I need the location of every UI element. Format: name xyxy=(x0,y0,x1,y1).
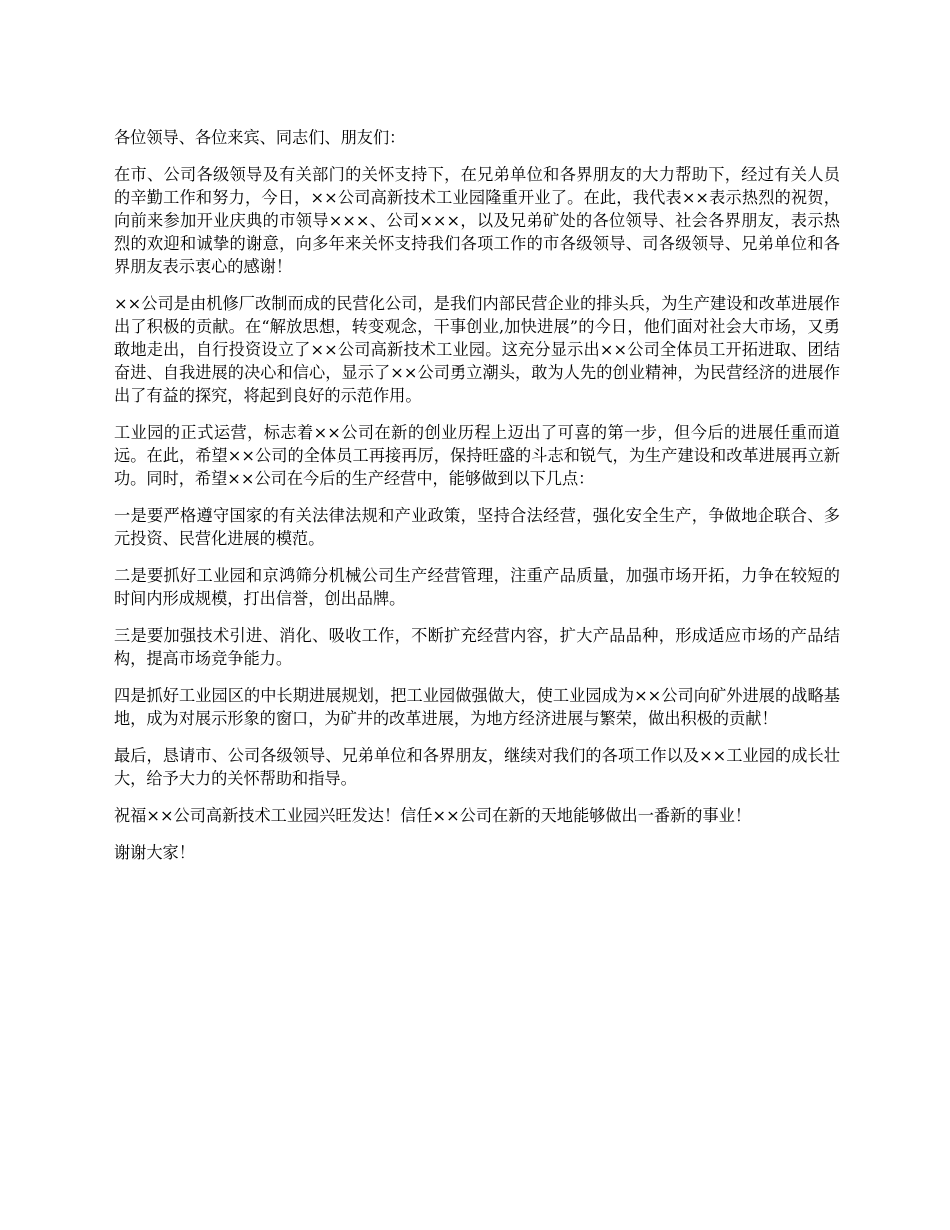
closing-thanks: 谢谢大家！ xyxy=(114,843,195,862)
paragraph-company-intro: ××公司是由机修厂改制而成的民营化公司，是我们内部民营企业的排头兵，为生产建设和改革进展作出了积极的贡献。在“解放思想，转变观念，干事创业,加快进展”的今日，他们面对社会大市场，又勇敢地走出，自行投资设立了××公司高新技术工业园。这充分显示出××公司全体员工开拓进取、团结奋进、自我进展的决心和信心，显示了××公司勇立潮头，敢为人先的创业精神，为民营经济的进展作出了有益的探究，将起到良好的示范作用。 xyxy=(114,294,840,405)
paragraph-blessing: 祝福××公司高新技术工业园兴旺发达！信任××公司在新的天地能够做出一番新的事业！ xyxy=(114,806,752,825)
paragraph-point-two: 二是要抓好工业园和京鸿筛分机械公司生产经营管理，注重产品质量，加强市场开拓，力争在较短的时间内形成规模，打出信誉，创出品牌。 xyxy=(114,566,840,608)
document-body xyxy=(114,126,840,878)
paragraph-final-request: 最后，恳请市、公司各级领导、兄弟单位和各界朋友，继续对我们的各项工作以及××工业园的成长壮大，给予大力的关怀帮助和指导。 xyxy=(114,746,840,788)
paragraph-point-four: 四是抓好工业园区的中长期进展规划，把工业园做强做大，使工业园成为××公司向矿外进展的战略基地，成为对展示形象的窗口，为矿井的改革进展，为地方经济进展与繁荣，做出积极的贡献！ xyxy=(114,686,840,728)
paragraph-point-three: 三是要加强技术引进、消化、吸收工作，不断扩充经营内容，扩大产品品种，形成适应市场的产品结构，提高市场竞争能力。 xyxy=(114,626,840,668)
paragraph-opening-thanks: 在市、公司各级领导及有关部门的关怀支持下，在兄弟单位和各界朋友的大力帮助下，经过有关人员的辛勤工作和努力，今日，××公司高新技术工业园隆重开业了。在此，我代表××表示热烈的祝贺，向前来参加开业庆典的市领导×××、公司×××，以及兄弟矿处的各位领导、社会各界朋友，表示热烈的欢迎和诚挚的谢意，向多年来关怀支持我们各项工作的市各级领导、司各级领导、兄弟单位和各界朋友表示衷心的感谢！ xyxy=(114,165,840,276)
salutation: 各位领导、各位来宾、同志们、朋友们： xyxy=(114,128,406,147)
paragraph-industrial-park: 工业园的正式运营，标志着××公司在新的创业历程上迈出了可喜的第一步，但今后的进展任重而道远。在此，希望××公司的全体员工再接再厉，保持旺盛的斗志和锐气，为生产建设和改革进展再立新功。同时，希望××公司在今后的生产经营中，能够做到以下几点： xyxy=(114,423,840,488)
paragraph-point-one: 一是要严格遵守国家的有关法律法规和产业政策，坚持合法经营，强化安全生产，争做地企联合、多元投资、民营化进展的模范。 xyxy=(114,506,840,548)
